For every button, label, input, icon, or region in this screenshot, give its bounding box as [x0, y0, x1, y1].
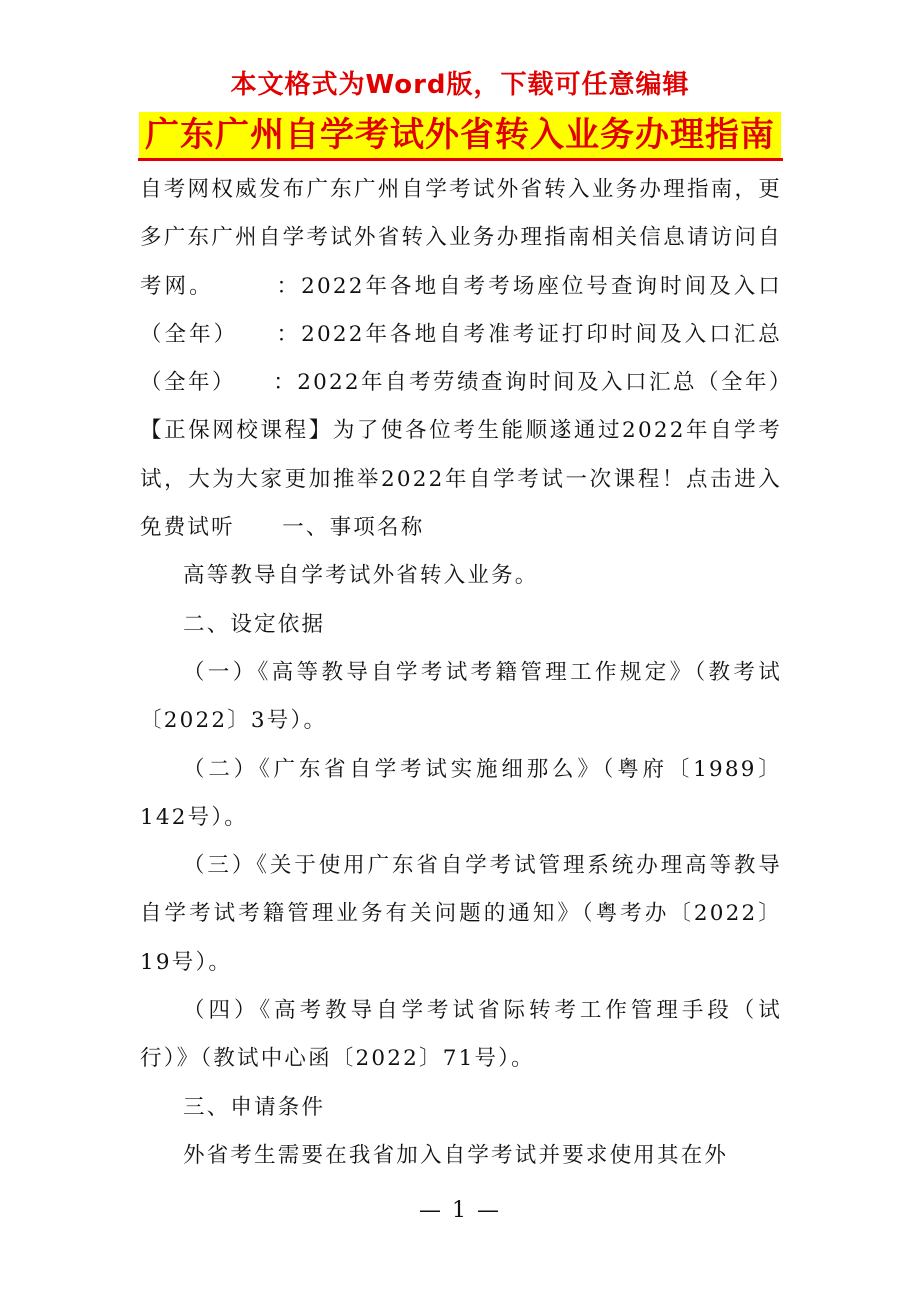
paragraph: （二）《广东省自学考试实施细那么》（粤府〔1989〕142号）。 — [140, 756, 782, 830]
document-title: 广东广州自学考试外省转入业务办理指南 — [139, 112, 781, 158]
paragraph: （四）《高考教导自学考试省际转考工作管理手段（试行）》（教试中心函〔2022〕71号）。 — [140, 998, 782, 1072]
paragraph: 外省考生需要在我省加入自学考试并要求使用其在外 — [183, 1142, 729, 1168]
section-heading: 三、申请条件 — [183, 1094, 326, 1120]
section-heading: 二、设定依据 — [183, 611, 326, 637]
document-body — [140, 166, 830, 1180]
title-divider — [138, 158, 783, 161]
paragraph: 高等教导自学考试外省转入业务。 — [183, 563, 539, 589]
page-number: — 1 — — [419, 1198, 501, 1223]
format-banner: 本文格式为Word版，下载可任意编辑 — [230, 70, 690, 100]
paragraph-intro: 自考网权威发布广东广州自学考试外省转入业务办理指南，更多广东广州自学考试外省转入业务办理指南相关信息请访问自考网。 ：2022年各地自考考场座位号查询时间及入口（全年） ：2022年各地自考准考证打印时间及入口汇总（全年） ：2022年自考劳绩查询时间及入口汇总（全年） 【正保网校课程】为了使各位考生能顺遂通过2022年自学考试，大为大家更加推举2022年自学考试一次课程！点击进入免费试听 一、事项名称 — [140, 177, 830, 541]
title-wrapper — [0, 112, 920, 158]
paragraph: （一）《高等教导自学考试考籍管理工作规定》（教考试〔2022〕3号）。 — [140, 659, 782, 734]
paragraph: （三）《关于使用广东省自学考试管理系统办理高等教导自学考试考籍管理业务有关问题的通知》（粤考办〔2022〕19号）。 — [140, 853, 782, 975]
